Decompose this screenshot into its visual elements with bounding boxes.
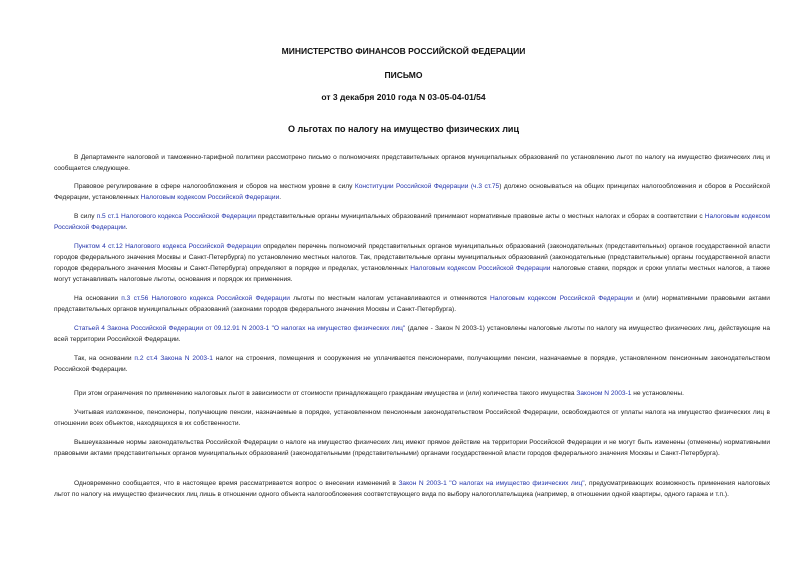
document-link[interactable]: Закон N 2003-1 "О налогах на имущество физических лиц" [398,480,585,487]
ministry-title: МИНИСТЕРСТВО ФИНАНСОВ РОССИЙСКОЙ ФЕДЕРАЦИИ [281,46,526,56]
paragraph-text: определен перечень полномочий представительных органов муниципальных образований (законодательных (представительных) органов государственной власти городов федерального значения Москвы и Санкт-Петербурга) по установлению местных налогов. Так, представительные органы муниципальных образований (законодательные (представительные) органы государственной власти городов федерального значения Москвы и Санкт-Петербурга) определяют в порядке и пределах, установленных [54,243,770,272]
paragraph-text: В Департаменте налоговой и таможенно-тарифной политики рассмотрено письмо о полномочиях представительных органов муниципальных образований по установлению льгот по налогу на имущество физических лиц и сообщается следующее. [54,154,770,172]
document-link[interactable]: Конституции Российской Федерации [354,183,469,190]
paragraph-text: . [279,194,282,201]
document-link[interactable]: п.2 ст.4 Закона N 2003-1 [134,355,213,362]
document-link[interactable]: п.3 ст.56 Налогового кодекса Российской Федерации [121,295,290,302]
paragraph-text: Правовое регулирование в сфере налогообложения и сборов на местном уровне в силу [74,183,355,190]
paragraph-text: (далее - Закон N 2003-1) установлены налоговые льготы по налогу на имущество физических лиц, действующие на всей территории Российской Федерации. [54,325,770,343]
paragraph-4 [54,241,770,285]
paragraph-3 [54,211,770,233]
paragraph-text: Учитывая изложенное, пенсионеры, получающие пенсии, назначаемые в порядке, установленном пенсионным законодательством Российской Федерации, освобождаются от уплаты налога на имущество физических лиц в отношении всех объектов, находящихся в их собственности. [54,409,770,427]
document-link[interactable]: Налоговым кодексом Российской Федерации [410,265,551,272]
paragraph-10 [54,437,770,459]
paragraph-7 [54,353,770,375]
paragraph-1 [54,152,770,174]
paragraph-6 [54,323,770,345]
paragraph-text: На основании [74,295,122,302]
paragraph-text: налоговые ставки, порядок и сроки уплаты местных налогов, а также могут устанавливать налоговые льготы, основания и порядок их применения. [54,265,770,283]
paragraph-text: льготы по местным налогам устанавливаются и отменяются [290,295,490,302]
document-link[interactable]: п.5 ст.1 Налогового кодекса Российской Федерации [96,213,256,220]
paragraph-2 [54,181,770,203]
document-subject: О льготах по налогу на имущество физических лиц [288,124,519,134]
paragraph-8 [54,388,770,399]
paragraph-text: Вышеуказанные нормы законодательства Российской Федерации о налоге на имущество физических лиц имеют прямое действие на территории Российской Федерации и не могут быть изменены (отменены) нормативными правовыми актами представительных органов муниципальных образований (законодательными (представительными) органами государственной власти городов федерального значения Москвы и Санкт-Петербурга). [54,439,770,457]
paragraph-9 [54,407,770,429]
document-type: ПИСЬМО [384,70,423,80]
paragraph-text: налог на строения, помещения и сооружения не уплачивается пенсионерами, получающими пенсии, назначаемые в порядке, установленном пенсионным законодательством Российской Федерации. [54,355,771,373]
document-link[interactable]: (ч.3 ст.75 [470,183,500,190]
document-link[interactable]: Налоговым кодексом Российской Федерации [54,213,770,231]
document-link[interactable]: Пунктом 4 ст.12 Налогового кодекса Российской Федерации [74,243,261,250]
document-link[interactable]: Статьей 4 Закона Российской Федерации от 09.12.91 N 2003-1 "О налогах на имущество физических лиц" [74,325,406,332]
paragraph-text: Одновременно сообщается, что в настоящее время рассматривается вопрос о внесении изменений в [74,480,399,487]
document-link[interactable]: Налоговым кодексом Российской Федерации [489,295,633,302]
document-link[interactable]: Законом N 2003-1 [576,390,632,397]
paragraph-text: В силу [74,213,97,220]
paragraph-text: представительные органы муниципальных образований принимают нормативные правовые акты о местных налогах и сборах в соответствии с [255,213,705,220]
paragraph-text: ) должно основываться на общих принципах налогообложения и сборов в Российской Федерации, установленных [54,183,770,201]
paragraph-text: , предусматривающих возможность применения налоговых льгот по налогу на имущество физических лиц лишь в отношении одного объекта налогообложения соответствующего вида по выбору налогоплательщика (например, в отношении одной квартиры, одного гаража и т.п.). [54,480,770,498]
paragraph-text: Так, на основании [74,355,135,362]
paragraph-text: . [125,224,128,231]
paragraph-11 [54,478,770,500]
document-link[interactable]: Налоговым кодексом Российской Федерации [140,194,280,201]
paragraph-text: не установлены. [631,390,684,397]
paragraph-text: и (или) нормативными правовыми актами представительных органов муниципальных образований (законами городов федерального значения Москвы и Санкт-Петербурга). [54,295,770,313]
paragraph-text: При этом ограничения по применению налоговых льгот в зависимости от стоимости принадлежащего гражданам имущества и (или) количества такого имущества [74,390,577,397]
document-date-number: от 3 декабря 2010 года N 03-05-04-01/54 [321,92,486,102]
paragraph-5 [54,293,770,315]
